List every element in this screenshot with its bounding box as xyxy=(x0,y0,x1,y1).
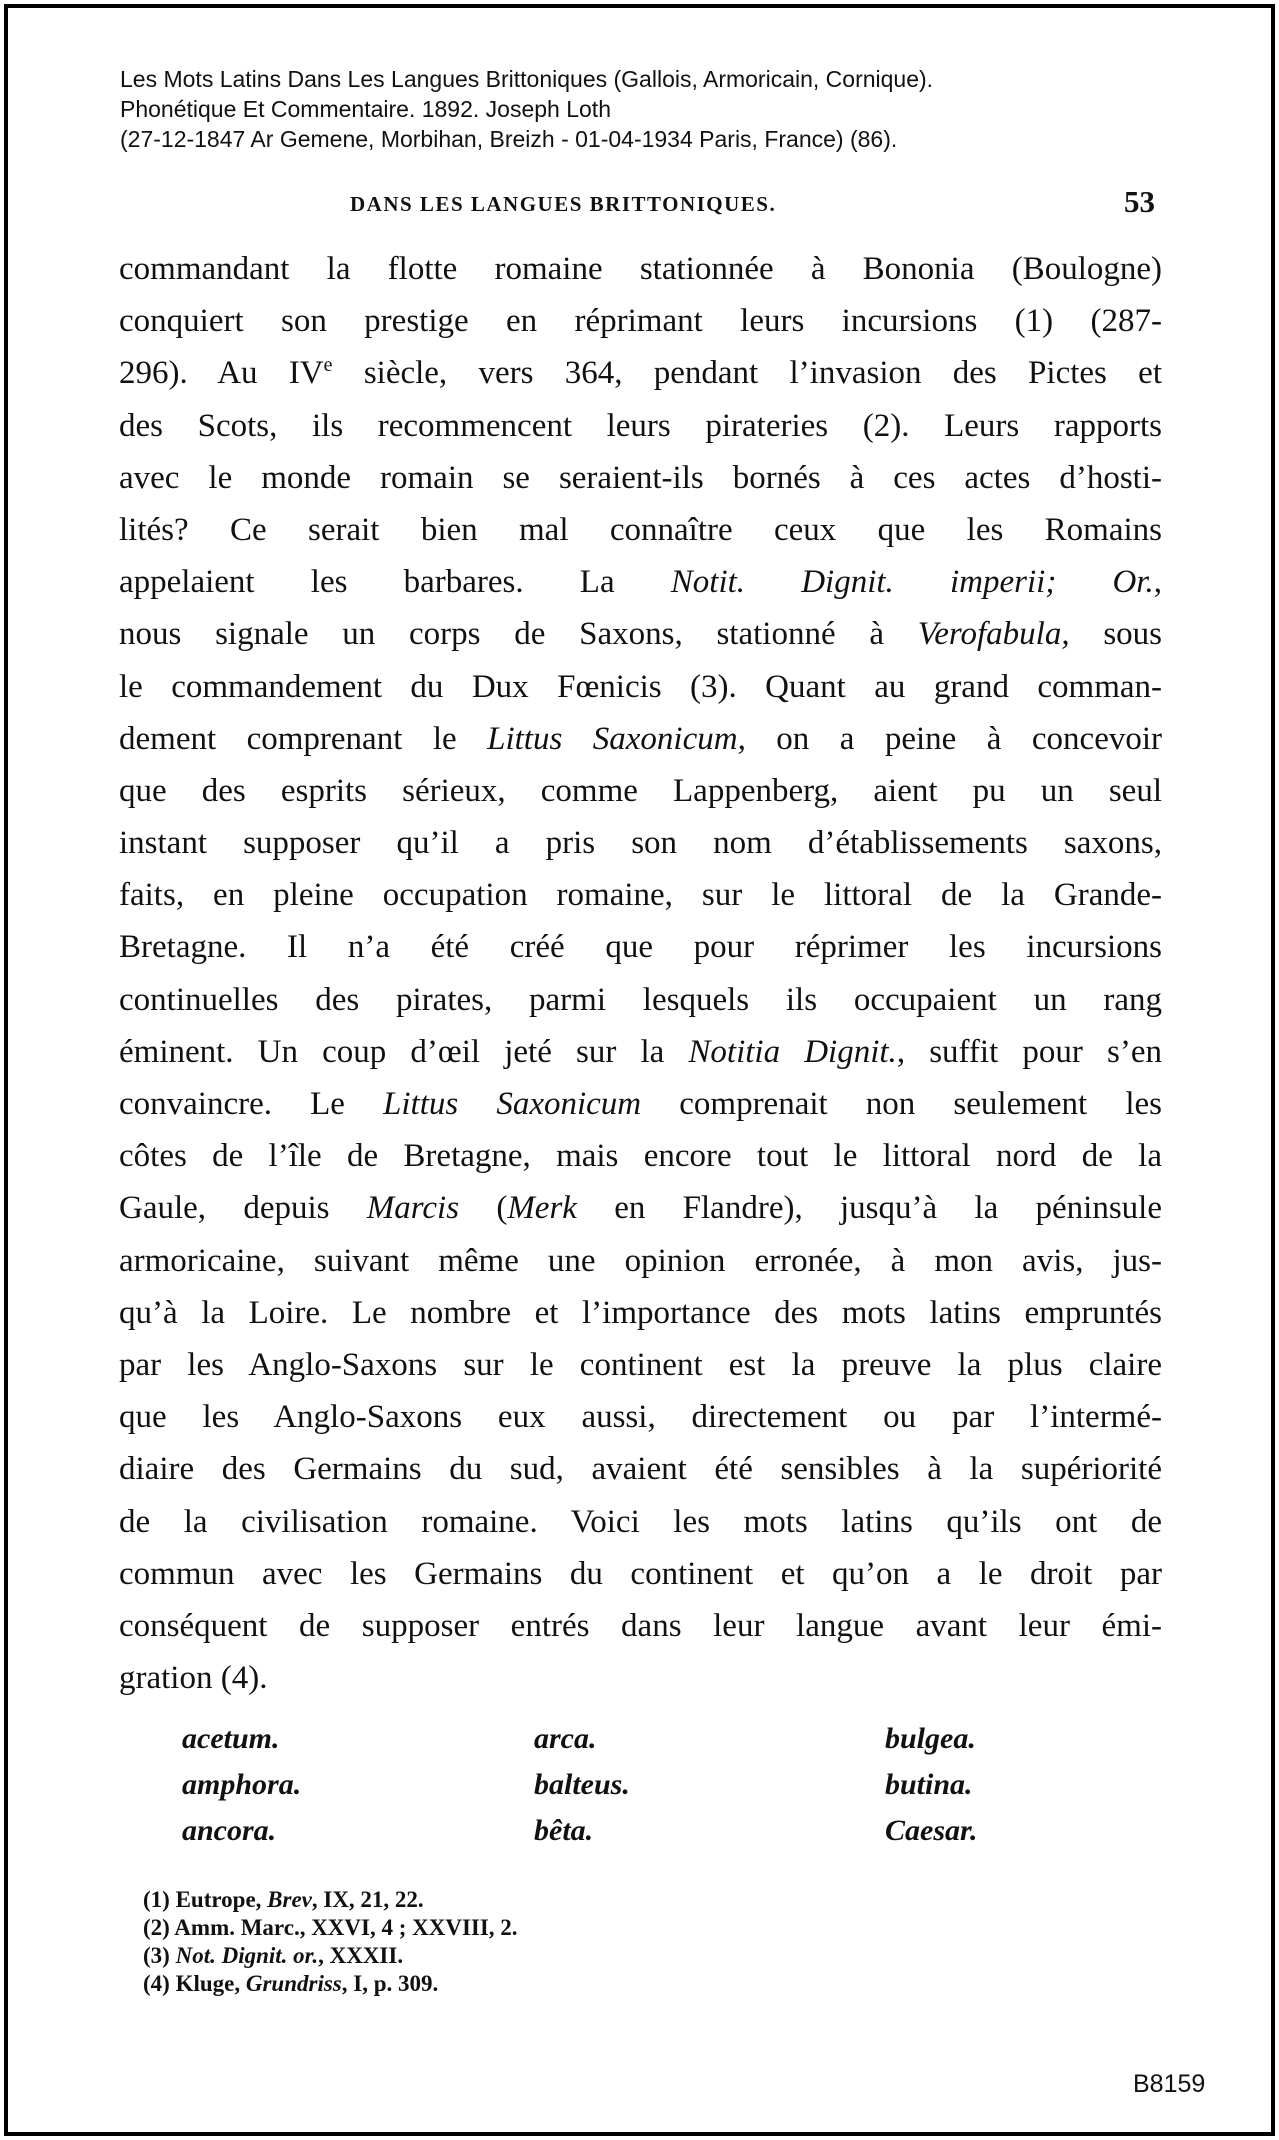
header-line-3: (27-12-1847 Ar Gemene, Morbihan, Breizh - 01-04-1934 Paris, France) (86). xyxy=(120,126,898,152)
latin-word: bêta. xyxy=(534,1814,594,1847)
text-segment: (3) xyxy=(143,1943,176,1968)
word-row xyxy=(0,1768,1279,1814)
footnote xyxy=(143,1886,518,1914)
italic-text: Notitia Dignit. xyxy=(688,1033,897,1070)
body-text xyxy=(119,243,1162,1704)
text-line xyxy=(119,504,1162,556)
text-line xyxy=(119,347,1162,399)
footnotes xyxy=(143,1886,518,1998)
text-segment: 296). Au IV xyxy=(119,355,324,392)
text-segment: lités? Ce serait bien mal connaître ceux que les Romains xyxy=(119,511,1162,548)
text-segment: en Flandre), jusqu’à la péninsule xyxy=(576,1190,1162,1227)
word-row xyxy=(0,1814,1279,1860)
text-segment: siècle, vers 364, pendant l’invasion des Pictes et xyxy=(332,355,1162,392)
italic-text: Littus Saxonicum xyxy=(383,1086,642,1122)
text-segment: gration (4). xyxy=(119,1660,268,1697)
text-line xyxy=(119,452,1162,504)
text-line xyxy=(119,921,1162,973)
text-segment: commun avec les Germains du continent et qu’on a le droit par xyxy=(119,1555,1162,1592)
text-line xyxy=(119,1026,1162,1078)
text-line xyxy=(119,713,1162,765)
text-segment: sous xyxy=(1069,616,1162,653)
text-line xyxy=(119,1600,1162,1652)
text-segment: qu’à la Loire. Le nombre et l’importance des mots latins empruntés xyxy=(119,1294,1162,1331)
text-segment: par les Anglo-Saxons sur le continent est la preuve la plus claire xyxy=(119,1346,1162,1383)
header-line-2: Phonétique Et Commentaire. 1892. Joseph Loth xyxy=(120,96,611,122)
latin-word: butina. xyxy=(885,1768,973,1801)
text-line xyxy=(119,974,1162,1026)
text-segment: côtes de l’île de Bretagne, mais encore tout le littoral nord de la xyxy=(119,1138,1162,1175)
italic-text: Not. Dignit. or. xyxy=(175,1943,319,1968)
text-line xyxy=(119,1182,1162,1234)
text-segment: Gaule, depuis xyxy=(119,1190,367,1227)
text-line xyxy=(119,1339,1162,1391)
italic-text: Littus Saxonicum, xyxy=(487,720,746,757)
running-head: DANS LES LANGUES BRITTONIQUES. xyxy=(350,192,777,216)
text-line xyxy=(119,608,1162,660)
text-segment: des Scots, ils recommencent leurs pirateries (2). Leurs rapports xyxy=(119,407,1162,444)
italic-text: Grundriss xyxy=(245,1971,342,1996)
text-segment: , IX, 21, 22. xyxy=(311,1887,424,1912)
text-line xyxy=(119,869,1162,921)
italic-text: Notit. Dignit. imperii; Or. xyxy=(670,564,1154,601)
latin-word: ancora. xyxy=(182,1814,277,1847)
text-line xyxy=(119,243,1162,295)
latin-word: balteus. xyxy=(534,1768,630,1801)
text-segment: , XXXII. xyxy=(318,1943,404,1968)
text-segment: commandant la flotte romaine stationnée à Bononia (Boulogne) xyxy=(119,251,1162,287)
text-line xyxy=(119,556,1162,608)
latin-word: bulgea. xyxy=(885,1722,976,1755)
text-segment: on a peine à concevoir xyxy=(745,720,1162,757)
text-line xyxy=(119,1652,1162,1704)
text-segment: Bretagne. Il n’a été créé que pour réprimer les incursions xyxy=(119,929,1162,966)
latin-word: arca. xyxy=(534,1722,597,1755)
text-segment: instant supposer qu’il a pris son nom d’établissements saxons, xyxy=(119,825,1162,862)
text-segment: nous signale un corps de Saxons, stationné à xyxy=(119,616,918,653)
text-line xyxy=(119,1130,1162,1182)
text-line xyxy=(119,661,1162,713)
text-segment: éminent. Un coup d’œil jeté sur la xyxy=(119,1033,689,1070)
text-segment: conséquent de supposer entrés dans leur langue avant leur émi- xyxy=(119,1607,1162,1644)
text-segment: (1) Eutrope, xyxy=(143,1887,268,1912)
text-line xyxy=(119,295,1162,347)
italic-text: Merk xyxy=(507,1190,577,1227)
text-segment: avec le monde romain se seraient-ils bornés à ces actes d’hosti- xyxy=(119,459,1162,496)
footnote xyxy=(143,1914,518,1942)
text-segment: le commandement du Dux Fœnicis (3). Quant au grand comman- xyxy=(119,668,1162,705)
text-segment: convaincre. Le xyxy=(119,1086,384,1122)
text-segment: que des esprits sérieux, comme Lappenberg, aient pu un seul xyxy=(119,772,1162,809)
text-line xyxy=(119,765,1162,817)
latin-word: Caesar. xyxy=(885,1814,978,1847)
text-line xyxy=(119,1391,1162,1443)
text-segment: que les Anglo-Saxons eux aussi, directement ou par l’intermé- xyxy=(119,1399,1162,1436)
superscript: e xyxy=(323,354,333,377)
text-line xyxy=(119,1235,1162,1287)
text-segment: (4) Kluge, xyxy=(143,1971,246,1996)
italic-text: Marcis xyxy=(366,1190,460,1227)
text-line xyxy=(119,817,1162,869)
text-line xyxy=(119,1287,1162,1339)
text-segment: continuelles des pirates, parmi lesquels ils occupaient un rang xyxy=(119,981,1162,1018)
latin-word: amphora. xyxy=(182,1768,302,1801)
text-segment: , suffit pour s’en xyxy=(896,1033,1162,1070)
text-segment: comprenait non seulement les xyxy=(641,1086,1162,1122)
text-segment: , I, p. 309. xyxy=(341,1971,439,1996)
text-segment: diaire des Germains du sud, avaient été sensibles à la supériorité xyxy=(119,1451,1162,1488)
text-line xyxy=(119,1548,1162,1600)
text-segment: conquiert son prestige en réprimant leurs incursions (1) (287- xyxy=(119,303,1162,340)
text-segment: ( xyxy=(459,1190,508,1227)
page-number: 53 xyxy=(1124,184,1155,219)
header-line-1: Les Mots Latins Dans Les Langues Brittoniques (Gallois, Armoricain, Cornique). xyxy=(120,66,934,92)
text-line xyxy=(119,1443,1162,1495)
text-line xyxy=(119,1496,1162,1548)
catalog-code: B8159 xyxy=(1133,2070,1206,2098)
footnote xyxy=(143,1970,518,1998)
text-segment: appelaient les barbares. La xyxy=(119,564,671,601)
footnote xyxy=(143,1942,518,1970)
text-segment: (2) Amm. Marc., XXVI, 4 ; XXVIII, 2. xyxy=(143,1915,518,1940)
text-line xyxy=(119,1078,1162,1130)
text-segment: , xyxy=(1153,564,1162,601)
text-segment: dement comprenant le xyxy=(119,720,488,757)
italic-text: Brev xyxy=(267,1887,312,1912)
text-segment: armoricaine, suivant même une opinion erronée, à mon avis, jus- xyxy=(119,1242,1162,1279)
text-line xyxy=(119,400,1162,452)
latin-word-list xyxy=(0,1722,1279,1860)
text-segment: faits, en pleine occupation romaine, sur le littoral de la Grande- xyxy=(119,877,1162,914)
latin-word: acetum. xyxy=(182,1722,280,1755)
word-row xyxy=(0,1722,1279,1768)
italic-text: Verofabula, xyxy=(917,616,1070,653)
text-segment: de la civilisation romaine. Voici les mots latins qu’ils ont de xyxy=(119,1503,1162,1540)
bibliographic-header xyxy=(120,64,933,154)
